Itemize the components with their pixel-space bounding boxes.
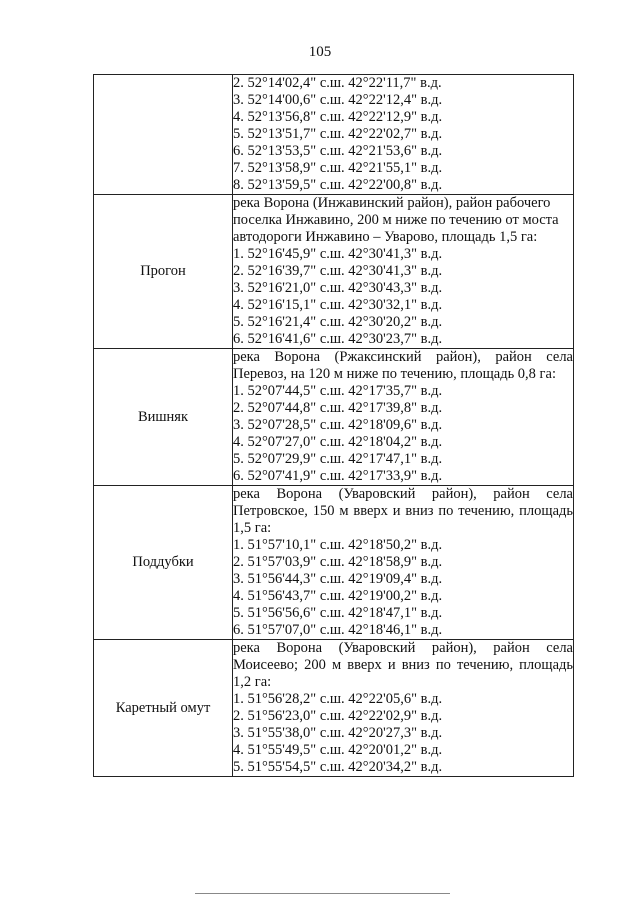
site-description-cell: [233, 195, 574, 349]
coordinate-line: 1. 51°56'28,2" с.ш. 42°22'05,6" в.д.: [233, 691, 443, 707]
coordinate-line: 1. 52°16'45,9" с.ш. 42°30'41,3" в.д.: [233, 246, 443, 262]
site-description-cell: [233, 75, 574, 195]
coordinate-line: 3. 52°16'21,0" с.ш. 42°30'43,3" в.д.: [233, 280, 443, 296]
coordinate-line: 2. 52°16'39,7" с.ш. 42°30'41,3" в.д.: [233, 263, 443, 279]
site-description-cell: [233, 349, 574, 486]
table-row: [94, 486, 574, 640]
site-description-cell: [233, 640, 574, 777]
coordinate-line: 4. 52°13'56,8" с.ш. 42°22'12,9" в.д.: [233, 109, 443, 125]
coordinate-line: 2. 51°56'23,0" с.ш. 42°22'02,9" в.д.: [233, 708, 443, 724]
coordinate-line: 7. 52°13'58,9" с.ш. 42°21'55,1" в.д.: [233, 160, 443, 176]
coordinate-line: 1. 52°07'44,5" с.ш. 42°17'35,7" в.д.: [233, 383, 443, 399]
coordinate-line: 3. 52°14'00,6" с.ш. 42°22'12,4" в.д.: [233, 92, 443, 108]
coordinate-line: 3. 51°55'38,0" с.ш. 42°20'27,3" в.д.: [233, 725, 443, 741]
coordinate-line: 6. 52°07'41,9" с.ш. 42°17'33,9" в.д.: [233, 468, 443, 484]
table-row: [94, 195, 574, 349]
coordinate-line: 8. 52°13'59,5" с.ш. 42°22'00,8" в.д.: [233, 177, 443, 193]
site-location-text: река Ворона (Ржаксинский район), район села Перевоз, на 120 м ниже по течению, площадь 0,8 га:: [233, 349, 573, 382]
coordinate-line: 2. 51°57'03,9" с.ш. 42°18'58,9" в.д.: [233, 554, 443, 570]
coordinate-line: 2. 52°07'44,8" с.ш. 42°17'39,8" в.д.: [233, 400, 443, 416]
table-row: [94, 75, 574, 195]
coordinate-line: 5. 51°55'54,5" с.ш. 42°20'34,2" в.д.: [233, 759, 443, 775]
site-location-text: река Ворона (Уваровский район), район села Петровское, 150 м вверх и вниз по течению, площадь 1,5 га:: [233, 486, 573, 536]
coordinate-line: 3. 51°56'44,3" с.ш. 42°19'09,4" в.д.: [233, 571, 443, 587]
coordinate-line: 5. 52°16'21,4" с.ш. 42°30'20,2" в.д.: [233, 314, 443, 330]
coordinate-line: 5. 52°13'51,7" с.ш. 42°22'02,7" в.д.: [233, 126, 443, 142]
coordinate-line: 4. 52°07'27,0" с.ш. 42°18'04,2" в.д.: [233, 434, 443, 450]
coordinate-line: 6. 51°57'07,0" с.ш. 42°18'46,1" в.д.: [233, 622, 443, 638]
table-row: [94, 349, 574, 486]
page-bottom-rule: [195, 893, 450, 894]
table-row: [94, 640, 574, 777]
coordinate-line: 6. 52°13'53,5" с.ш. 42°21'53,6" в.д.: [233, 143, 443, 159]
site-name-cell: Вишняк: [94, 349, 233, 486]
site-name-cell: Поддубки: [94, 486, 233, 640]
coordinate-line: 3. 52°07'28,5" с.ш. 42°18'09,6" в.д.: [233, 417, 443, 433]
site-name-cell: Прогон: [94, 195, 233, 349]
coordinate-line: 1. 51°57'10,1" с.ш. 42°18'50,2" в.д.: [233, 537, 443, 553]
coordinate-line: 4. 51°56'43,7" с.ш. 42°19'00,2" в.д.: [233, 588, 443, 604]
site-description-cell: [233, 486, 574, 640]
coordinate-line: 4. 52°16'15,1" с.ш. 42°30'32,1" в.д.: [233, 297, 443, 313]
coordinate-line: 2. 52°14'02,4" с.ш. 42°22'11,7" в.д.: [233, 75, 442, 91]
site-location-text: река Ворона (Уваровский район), район села Моисеево; 200 м вверх и вниз по течению, площадь 1,2 га:: [233, 640, 573, 690]
site-name-cell: Каретный омут: [94, 640, 233, 777]
coordinate-line: 5. 52°07'29,9" с.ш. 42°17'47,1" в.д.: [233, 451, 443, 467]
page-number: 105: [308, 44, 332, 60]
fishing-sites-table: [93, 74, 574, 777]
site-location-text: река Ворона (Инжавинский район), район рабочего поселка Инжавино, 200 м ниже по течению от моста автодороги Инжавино – Уварово, площадь 1,5 га:: [233, 195, 559, 245]
coordinate-line: 5. 51°56'56,6" с.ш. 42°18'47,1" в.д.: [233, 605, 443, 621]
coordinate-line: 4. 51°55'49,5" с.ш. 42°20'01,2" в.д.: [233, 742, 443, 758]
coordinate-line: 6. 52°16'41,6" с.ш. 42°30'23,7" в.д.: [233, 331, 443, 347]
site-name-cell: [94, 75, 233, 195]
